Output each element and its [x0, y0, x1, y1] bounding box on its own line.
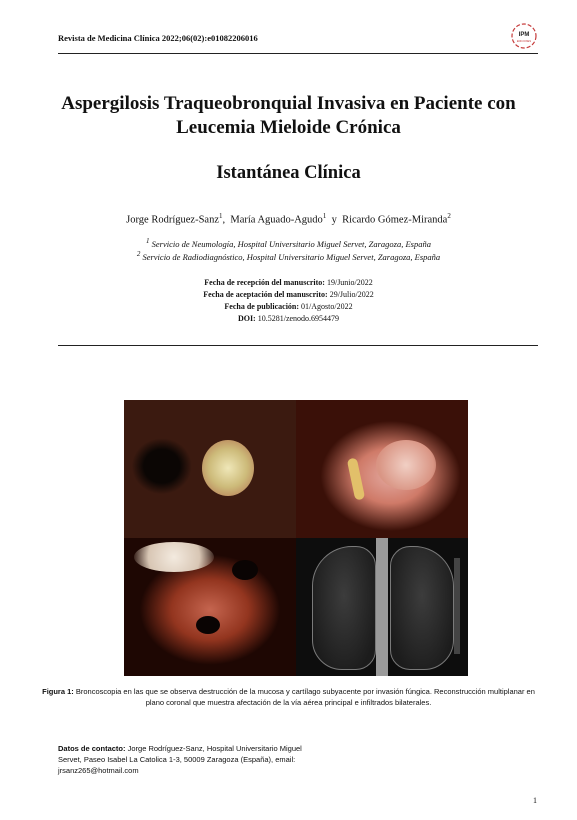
svg-text:EDICIONES: EDICIONES — [516, 40, 532, 43]
article-title: Aspergilosis Traqueobronquial Invasiva en Paciente con Leucemia Mieloide Crónica — [61, 93, 516, 138]
author-name: Ricardo Gómez-Miranda — [342, 214, 448, 226]
journal-header: Revista de Medicina Clínica 2022;06(02):e01082206016 — [58, 33, 258, 43]
journal-logo — [509, 22, 539, 50]
page-number: 1 — [533, 796, 537, 805]
ct-coronal-image — [296, 538, 468, 676]
author-name: Jorge Rodríguez-Sanz — [126, 214, 219, 226]
doi-link[interactable]: 10.5281/zenodo.6954479 — [257, 314, 340, 323]
section-rule — [58, 345, 538, 346]
manuscript-dates: Fecha de recepción del manuscrito: 19/Junio/2022 Fecha de aceptación del manuscrito: 29/Julio/2022 Fecha de publicación: 01/Agosto/2022 DOI: 10.5281/zenodo.6954479 — [203, 278, 374, 323]
affiliation: $^1$ Servicio de Neumología, Hospital Universitario Miguel Servet, Zaragoza, España — [146, 237, 431, 249]
contact-info: Datos de contacto: Jorge Rodríguez-Sanz, Hospital Universitario Miguel Servet, Paseo Isabel La Catolica 1-3, 50009 Zaragoza (España), email: jrsanz265@hotmail.com — [58, 744, 302, 775]
bronchoscopy-image-1 — [124, 400, 296, 538]
author-list: Jorge Rodríguez-Sanz$^1$, María Aguado-Agudo$^1$ y Ricardo Gómez-Miranda$^2$ — [126, 212, 451, 226]
svg-text:IPM: IPM — [518, 32, 530, 38]
bronchoscopy-image-3 — [124, 538, 296, 676]
figure-1 — [124, 400, 468, 676]
figure-caption: Figura 1: Broncoscopia en las que se observa destrucción de la mucosa y cartílago subyacente por invasión fúngica. Reconstrucción multiplanar en plano coronal que muestra afectación de la vía aérea principal e infiltrados bilaterales. — [42, 687, 535, 707]
author-name: María Aguado-Agudo — [230, 214, 323, 226]
article-type: Istantánea Clínica — [216, 163, 361, 183]
bronchoscopy-image-2 — [296, 400, 468, 538]
affiliation: $^2$ Servicio de Radiodiagnóstico, Hospital Universitario Miguel Servet, Zaragoza, España — [136, 250, 441, 262]
header-rule — [58, 53, 538, 54]
